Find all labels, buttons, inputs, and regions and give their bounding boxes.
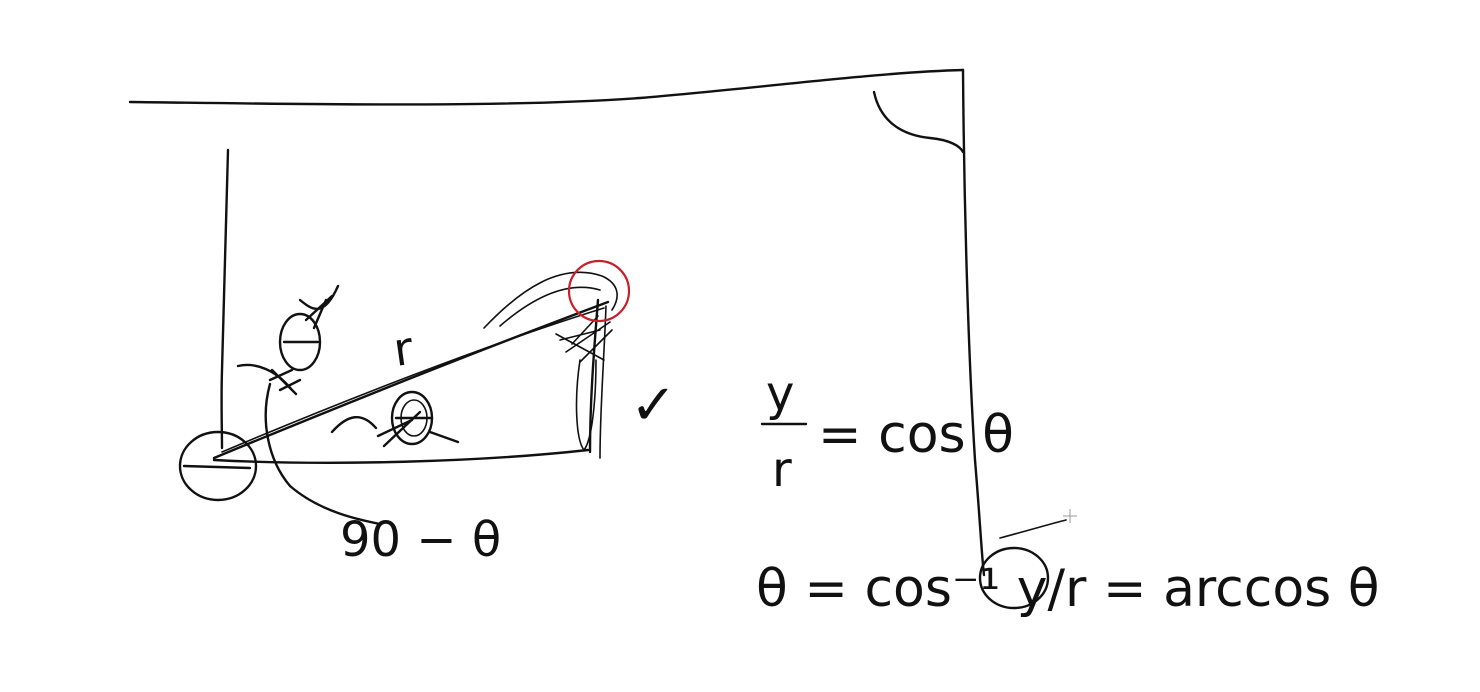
eq2-text: θ = cos⁻¹ y/r = arccos θ	[756, 559, 1380, 619]
upper-theta-cross-1	[300, 286, 338, 328]
left-vertex-dash	[184, 466, 250, 468]
eq1-rhs: = cos θ	[818, 405, 1014, 465]
triangle-base	[214, 450, 588, 463]
corner-arc	[874, 92, 963, 152]
label-hypotenuse-r: r	[390, 320, 417, 377]
highlight-circle	[569, 261, 629, 321]
right-frame-line	[963, 70, 984, 575]
middle-theta-scribble	[332, 412, 458, 446]
label-complement-angle: 90 − θ	[340, 512, 502, 568]
hypotenuse-arc-2	[500, 287, 600, 326]
eq1-numerator: y	[766, 366, 795, 422]
complement-angle-curve	[266, 384, 380, 524]
label-check-mark: ✓	[630, 373, 677, 438]
eq1-denominator: r	[772, 442, 792, 498]
left-vertical-line	[222, 150, 228, 448]
eq2-pointer-line	[1000, 520, 1066, 538]
top-frame-line	[130, 70, 963, 105]
